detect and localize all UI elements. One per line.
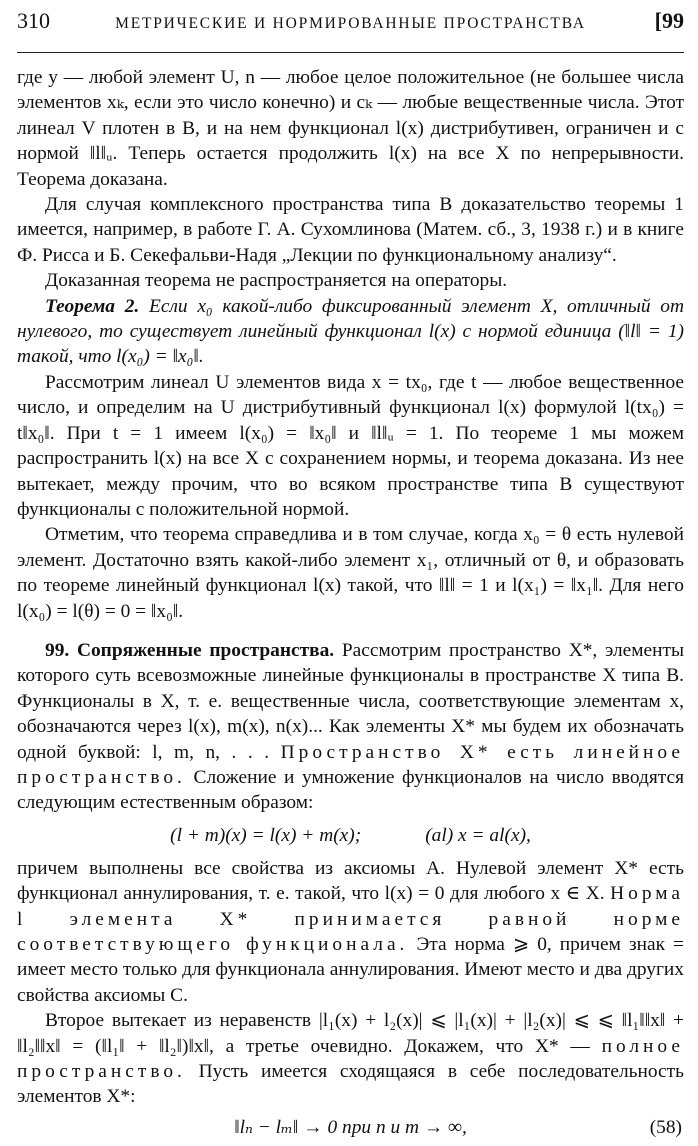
section-99-spaced-statement: Пространство X* есть линейное пространство. [17, 741, 684, 788]
paragraph-7-text-a: причем выполнены все свойства из аксиомы A. Нулевой элемент X* есть функционал аннулирования, т. е. такой, что l(x) = 0 для любого x ∈ X. [17, 857, 684, 905]
paragraph-7-spaced-statement: Норма l элемента X* принимается равной норме соответствующего функционала. [17, 883, 684, 955]
section-gap [17, 624, 684, 638]
formula-58-expression: ‖lₙ − lₘ‖ → 0 при n и m → ∞, [234, 1116, 467, 1138]
paragraph-8 [17, 1008, 684, 1110]
paragraph-4: Рассмотрим линеал U элементов вида x = tx₀, где t — любое вещественное число, и определим на U дистрибутивный функционал l(x) формулой l(tx₀) = t‖x₀‖. При t = 1 имеем l(x₀) = ‖x₀‖ и ‖l‖ᵤ = 1. По теореме 1 мы можем распространить l(x) на все X с сохранением нормы, и теорема доказана. Из нее вытекает, между прочим, что во всяком пространстве типа B существуют функционалы с положительной нормой. [17, 371, 684, 520]
theorem-2-statement: Если x₀ какой-либо фиксированный элемент X, отличный от нулевого, то существует линейный функционал l(x) с нормой единица (‖l‖ = 1) такой, что l(x₀) = ‖x₀‖. [17, 295, 685, 368]
paragraph-1: где y — любой элемент U, n — любое целое положительное (не большее числа элементов xₖ, если это число конечно) и cₖ — любые вещественные числа. Этот линеал V плотен в B, и на нем функционал l(x) дистрибутивен, ограничен и с нормой ‖l‖ᵤ. Теперь остается продолжить l(x) на все X по непрерывности. Теорема доказана. [17, 67, 684, 190]
paragraph-7 [17, 856, 684, 1008]
section-99-text-a: Рассмотрим пространство X*, элементы которого суть всевозможные линейные функционалы в пространстве X типа B. Функционалы в X, т. е. вещественные числа, соответствующие элементам x, обозначаются через l(x), m(x), n(x)... Как элементы X* мы будем их обозначать одной буквой: l, m, n, . . . [17, 639, 684, 763]
paragraph-8-spaced-statement: полное пространство. [17, 1035, 684, 1083]
section-99-heading: 99. Сопряженные пространства. [45, 639, 335, 661]
theorem-2 [17, 294, 684, 370]
section-99 [17, 638, 684, 816]
paragraph-5: Отметим, что теорема справедлива и в том случае, когда x₀ = θ есть нулевой элемент. Достаточно взять какой-либо элемент x₁, отличный от θ, и образовать по теореме линейный функционал l(x) такой, что ‖l‖ = 1 и l(x₁) = ‖x₁‖. Для него l(x₀) = l(θ) = 0 = ‖x₀‖. [17, 524, 684, 622]
formula-sum: (l + m)(x) = l(x) + m(x); [170, 824, 362, 846]
page-header [17, 8, 684, 53]
paragraph-3: Доказанная теорема не распространяется на операторы. [45, 270, 508, 292]
section-marker: [99 [654, 8, 684, 33]
section-99-text-c: Сложение и умножение функционалов на число вводятся следующим естественным образом: [17, 766, 684, 814]
paragraph-8-text-c: Пусть имеется сходящаяся в себе последовательность элементов X*: [17, 1061, 684, 1108]
formula-scalar: (al) x = al(x), [425, 824, 531, 846]
formula-operations [17, 816, 684, 856]
formula-58-number: (58) [649, 1116, 682, 1138]
paragraph-8-text-a: Второе вытекает из неравенств |l₁(x) + l₂(x)| ⩽ |l₁(x)| + |l₂(x)| ⩽ ⩽ ‖l₁‖‖x‖ + ‖l₂‖‖x‖ = (‖l₁‖ + ‖l₂‖)‖x‖, а третье очевидно. Докажем, что X* — [17, 1010, 684, 1057]
running-title: МЕТРИЧЕСКИЕ И НОРМИРОВАННЫЕ ПРОСТРАНСТВА [115, 15, 586, 32]
formula-58 [17, 1110, 684, 1146]
paragraph-2: Для случая комплексного пространства типа B доказательство теоремы 1 имеется, например, в работе Г. А. Сухомлинова (Матем. сб., 3, 1938 г.) и в книге Ф. Рисса и Б. Секефальви-Надя „Лекции по функциональному анализу“. [17, 194, 684, 266]
paragraph-7-text-c: Эта норма ⩾ 0, причем знак = имеет место только для функционала аннулирования. Имеют место и два других свойства аксиомы C. [17, 934, 684, 1006]
theorem-2-heading: Теорема 2. [45, 295, 140, 317]
page-number: 310 [17, 8, 50, 33]
